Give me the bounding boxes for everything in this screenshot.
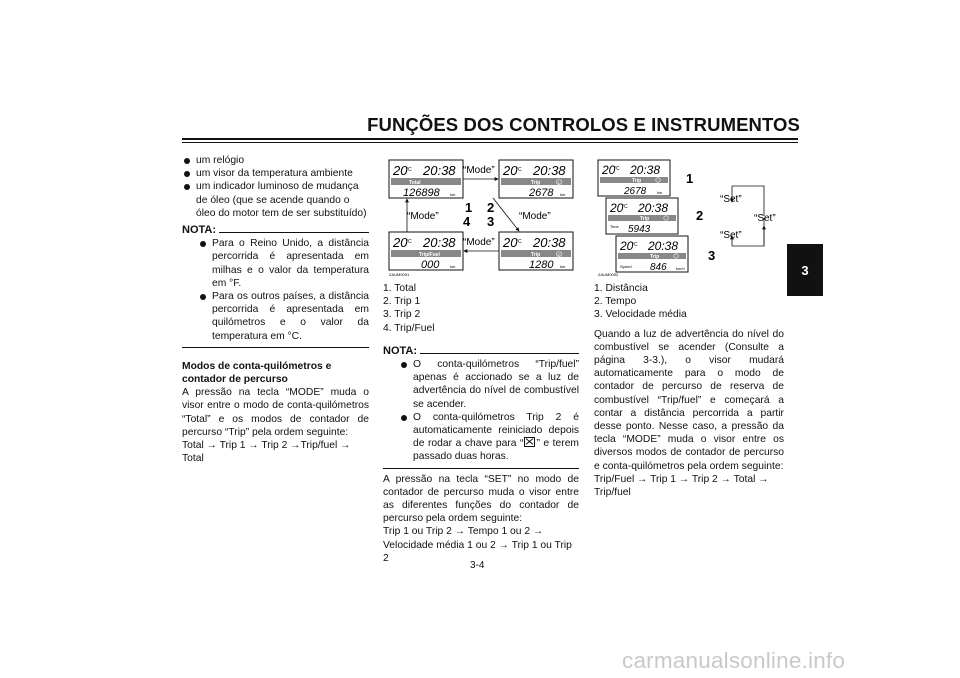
column-1 <box>182 154 369 465</box>
svg-text:°C: °C <box>622 204 628 210</box>
lcd-panel-trip-fuel <box>389 232 463 271</box>
note-end-rule <box>182 347 369 348</box>
svg-text:2: 2 <box>487 200 495 215</box>
legend-item: 2. Tempo <box>594 296 637 308</box>
svg-text:km: km <box>450 192 456 197</box>
legend-item: 1. Distância <box>594 283 648 294</box>
set-cycle-figure <box>594 156 784 282</box>
svg-text:Trip: Trip <box>640 216 650 222</box>
column-3 <box>594 282 784 499</box>
fuel-sequence: Trip/Fuel → Trip 1 → Trip 2 → Total → Trip/fuel <box>594 473 769 499</box>
lcd-panel-time <box>606 198 678 235</box>
bullet-item: um indicador luminoso de mudança de óleo (que se acende quando o óleo do motor tem de ser substituído) <box>182 180 369 220</box>
lcd-panel-distance <box>598 160 670 197</box>
svg-text:“Set”: “Set” <box>720 194 742 205</box>
page-header-title: FUNÇÕES DOS CONTROLOS E INSTRUMENTOS <box>367 114 800 135</box>
svg-text:4: 4 <box>463 214 471 229</box>
mode-sequence: Total → Trip 1 → Trip 2 →Trip/fuel → Total <box>182 440 351 465</box>
svg-text:ZAUM0091: ZAUM0091 <box>389 272 410 277</box>
svg-text:°C: °C <box>406 167 412 173</box>
svg-text:2678: 2678 <box>624 186 647 197</box>
svg-text:°C: °C <box>632 242 638 248</box>
body-paragraph: A pressão na tecla “MODE” muda o visor entre o modo de conta-quilómetros “Total” e os modos de contador de percurso “Trip” pela ordem seguinte: <box>182 387 369 438</box>
note-body <box>182 237 369 343</box>
note-bullet: O conta-quilómetros Trip 2 é automaticamente reiniciado depois de rodar a chave para “ ” e terem passado duas horas. <box>393 411 579 464</box>
bullet-item: um visor da temperatura ambiente <box>182 167 369 180</box>
svg-text:Trip: Trip <box>531 252 541 258</box>
svg-text:2: 2 <box>557 251 561 257</box>
svg-text:Trip: Trip <box>632 178 642 184</box>
svg-text:2: 2 <box>696 208 704 223</box>
svg-text:Speed: Speed <box>620 264 632 269</box>
svg-text:km: km <box>657 190 663 195</box>
svg-text:Trip: Trip <box>531 180 541 186</box>
set-sequence: Trip 1 ou Trip 2 → Tempo 1 ou 2 → Velocidade média 1 ou 2 → Trip 1 ou Trip 2 <box>383 526 572 564</box>
lcd-panel-total <box>389 160 463 199</box>
page-number: 3-4 <box>470 560 485 571</box>
note-end-rule <box>383 468 579 469</box>
svg-text:126898: 126898 <box>403 187 440 199</box>
svg-text:km: km <box>450 264 456 269</box>
section-title: Modos de conta-quilómetros e contador de percurso <box>182 360 332 386</box>
lcd-panel-trip1 <box>499 160 573 199</box>
note-heading: NOTA: <box>182 224 369 237</box>
svg-text:“Mode”: “Mode” <box>407 211 439 222</box>
legend-item: 1. Total <box>383 283 417 294</box>
svg-text:846: 846 <box>650 262 667 273</box>
svg-text:5943: 5943 <box>628 224 651 235</box>
svg-text:Time: Time <box>610 224 619 229</box>
svg-text:20:38: 20:38 <box>423 163 456 178</box>
svg-text:20: 20 <box>393 163 408 178</box>
lcd-panel-trip2 <box>499 232 573 271</box>
svg-text:1: 1 <box>686 171 694 186</box>
svg-text:°C: °C <box>516 239 522 245</box>
header-rule-thin <box>182 142 798 143</box>
svg-text:“Mode”: “Mode” <box>463 165 495 176</box>
svg-text:20: 20 <box>503 235 518 250</box>
legend-item: 3. Trip 2 <box>383 309 421 321</box>
note-heading: NOTA: <box>383 345 579 358</box>
figure-legend <box>594 282 784 322</box>
column-2 <box>383 282 579 565</box>
legend-item: 4. Trip/Fuel <box>383 322 435 334</box>
mode-cycle-figure <box>383 156 583 282</box>
svg-text:20:38: 20:38 <box>533 163 566 178</box>
note-body <box>383 358 579 464</box>
svg-text:20: 20 <box>610 201 624 215</box>
svg-text:“Set”: “Set” <box>754 213 776 224</box>
note-bullet: Para o Reino Unido, a distância percorrida é apresentada em milhas e o valor da temperatura em °F. <box>192 237 369 290</box>
svg-text:20: 20 <box>503 163 518 178</box>
svg-text:3: 3 <box>487 214 495 229</box>
svg-text:2678: 2678 <box>529 187 554 199</box>
svg-text:20:38: 20:38 <box>630 163 661 177</box>
svg-text:1: 1 <box>557 179 561 185</box>
watermark: carmanualsonline.info <box>622 648 846 673</box>
legend-item: 3. Velocidade média <box>594 309 687 321</box>
svg-text:°C: °C <box>614 166 620 172</box>
arrow-down <box>493 198 519 231</box>
figure-legend <box>383 282 579 335</box>
header-rule <box>182 138 798 140</box>
svg-text:Trip: Trip <box>650 254 660 260</box>
svg-text:km/h: km/h <box>676 266 685 271</box>
svg-text:°C: °C <box>516 167 522 173</box>
svg-text:ZAUM0092: ZAUM0092 <box>598 272 619 277</box>
body-paragraph: Quando a luz de advertência do nível do combustível se acender (Consulte a página 3-3.), o visor mudará automaticamente para o modo de contador de percurso de reserva de combustível “Trip/fuel” e começará a contar a distância percorrida a partir desse ponto. Nesse caso, a pressão da tecla “MODE” muda o visor entre os diversos modos de contador de percurso e conta-quilómetros pela ordem seguinte: <box>594 328 784 472</box>
body-paragraph: A pressão na tecla “SET” no modo de contador de percurso muda o visor entre as diferentes funções do contador de percurso pela ordem seguinte: <box>383 473 579 525</box>
svg-text:Total: Total <box>409 180 421 186</box>
svg-text:Trip/Fuel: Trip/Fuel <box>419 252 440 258</box>
svg-text:20: 20 <box>602 163 616 177</box>
svg-text:20: 20 <box>620 239 634 253</box>
legend-item: 2. Trip 1 <box>383 296 421 308</box>
svg-text:20:38: 20:38 <box>533 235 566 250</box>
svg-text:“Set”: “Set” <box>720 230 742 241</box>
note-bullet: O conta-quilómetros “Trip/fuel” apenas é accionado se a luz de advertência do nível de combustível se acender. <box>393 358 579 411</box>
svg-text:“Mode”: “Mode” <box>519 211 551 222</box>
bullet-item: um relógio <box>182 154 369 167</box>
svg-text:°C: °C <box>406 239 412 245</box>
chapter-tab: 3 <box>787 244 823 296</box>
svg-text:3: 3 <box>708 248 716 263</box>
lcd-panel-speed <box>616 236 688 273</box>
svg-text:000: 000 <box>421 259 440 271</box>
svg-text:20: 20 <box>393 235 408 250</box>
svg-text:“Mode”: “Mode” <box>463 237 495 248</box>
svg-text:1280: 1280 <box>529 259 554 271</box>
key-off-icon <box>524 437 535 447</box>
svg-text:km: km <box>560 192 566 197</box>
svg-text:km: km <box>560 264 566 269</box>
svg-text:20:38: 20:38 <box>648 239 679 253</box>
svg-text:20:38: 20:38 <box>638 201 669 215</box>
svg-text:20:38: 20:38 <box>423 235 456 250</box>
svg-text:1: 1 <box>465 200 473 215</box>
note-bullet: Para os outros países, a distância percorrida é apresentada em quilómetros e o valor da temperatura em °C. <box>192 290 369 343</box>
